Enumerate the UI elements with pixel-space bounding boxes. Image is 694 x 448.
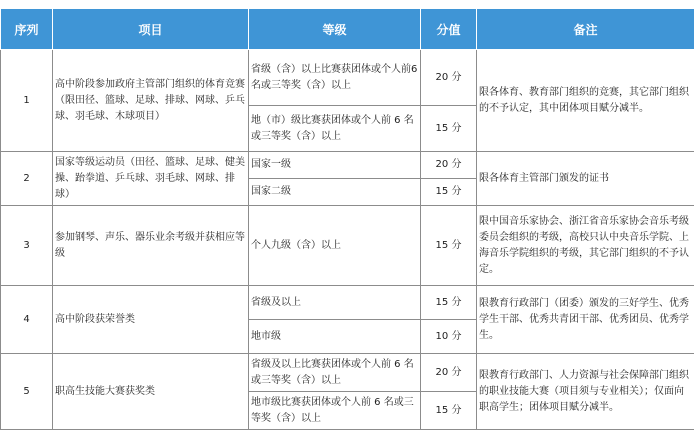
grade-cell: 省级（含）以上比赛获团体或个人前6名或三等奖（含）以上 <box>249 50 421 106</box>
project-cell: 参加钢琴、声乐、器乐业余考级并获相应等级 <box>53 206 249 286</box>
project-cell: 高中阶段获荣誉类 <box>53 286 249 354</box>
seq-cell: 1 <box>1 50 53 152</box>
seq-cell: 2 <box>1 152 53 206</box>
score-cell: 20 分 <box>421 152 477 179</box>
grade-cell: 国家一级 <box>249 152 421 179</box>
header-project: 项目 <box>53 9 249 50</box>
note-cell: 限各体育、教育部门组织的竞赛，其它部门组织的不予认定，其中团体项目赋分减半。 <box>477 50 694 152</box>
project-cell: 高中阶段参加政府主管部门组织的体育竞赛（限田径、篮球、足球、排球、网球、乒乓球、羽毛球、木球项目） <box>53 50 249 152</box>
grade-cell: 地市级比赛获团体或个人前 6 名或三等奖（含）以上 <box>249 392 421 430</box>
header-grade: 等级 <box>249 9 421 50</box>
note-cell: 限教育行政部门、人力资源与社会保障部门组织的职业技能大赛（项目须与专业相关）；仅面向职高学生；团体项目赋分减半。 <box>477 354 694 430</box>
table-row <box>1 152 694 179</box>
grade-cell: 地（市）级比赛获团体或个人前 6 名或三等奖（含）以上 <box>249 106 421 152</box>
project-cell: 国家等级运动员（田径、篮球、足球、健美操、跆拳道、乒乓球、羽毛球、网球、排球） <box>53 152 249 206</box>
header-note: 备注 <box>477 9 694 50</box>
score-cell: 15 分 <box>421 106 477 152</box>
project-cell: 职高生技能大赛获奖类 <box>53 354 249 430</box>
grade-cell: 省级及以上 <box>249 286 421 320</box>
seq-cell: 5 <box>1 354 53 430</box>
header-row <box>1 9 694 50</box>
score-cell: 15 分 <box>421 206 477 286</box>
header-score: 分值 <box>421 9 477 50</box>
scoring-table <box>0 8 694 430</box>
grade-cell: 省级及以上比赛获团体或个人前 6 名或三等奖（含）以上 <box>249 354 421 392</box>
note-cell: 限中国音乐家协会、浙江省音乐家协会音乐考级委员会组织的考级，高校只认中央音乐学院、上海音乐学院组织的考级，其它部门组织的不予认定。 <box>477 206 694 286</box>
score-cell: 20 分 <box>421 50 477 106</box>
note-cell: 限各体育主管部门颁发的证书 <box>477 152 694 206</box>
seq-cell: 3 <box>1 206 53 286</box>
grade-cell: 国家二级 <box>249 179 421 206</box>
note-cell: 限教育行政部门（团委）颁发的三好学生、优秀学生干部、优秀共青团干部、优秀团员、优秀学生。 <box>477 286 694 354</box>
score-cell: 20 分 <box>421 354 477 392</box>
score-cell: 15 分 <box>421 286 477 320</box>
table-row <box>1 354 694 392</box>
score-cell: 15 分 <box>421 392 477 430</box>
table-row <box>1 50 694 106</box>
score-cell: 10 分 <box>421 320 477 354</box>
table-row <box>1 206 694 286</box>
table-row <box>1 286 694 320</box>
seq-cell: 4 <box>1 286 53 354</box>
score-cell: 15 分 <box>421 179 477 206</box>
grade-cell: 地市级 <box>249 320 421 354</box>
header-seq: 序列 <box>1 9 53 50</box>
grade-cell: 个人九级（含）以上 <box>249 206 421 286</box>
